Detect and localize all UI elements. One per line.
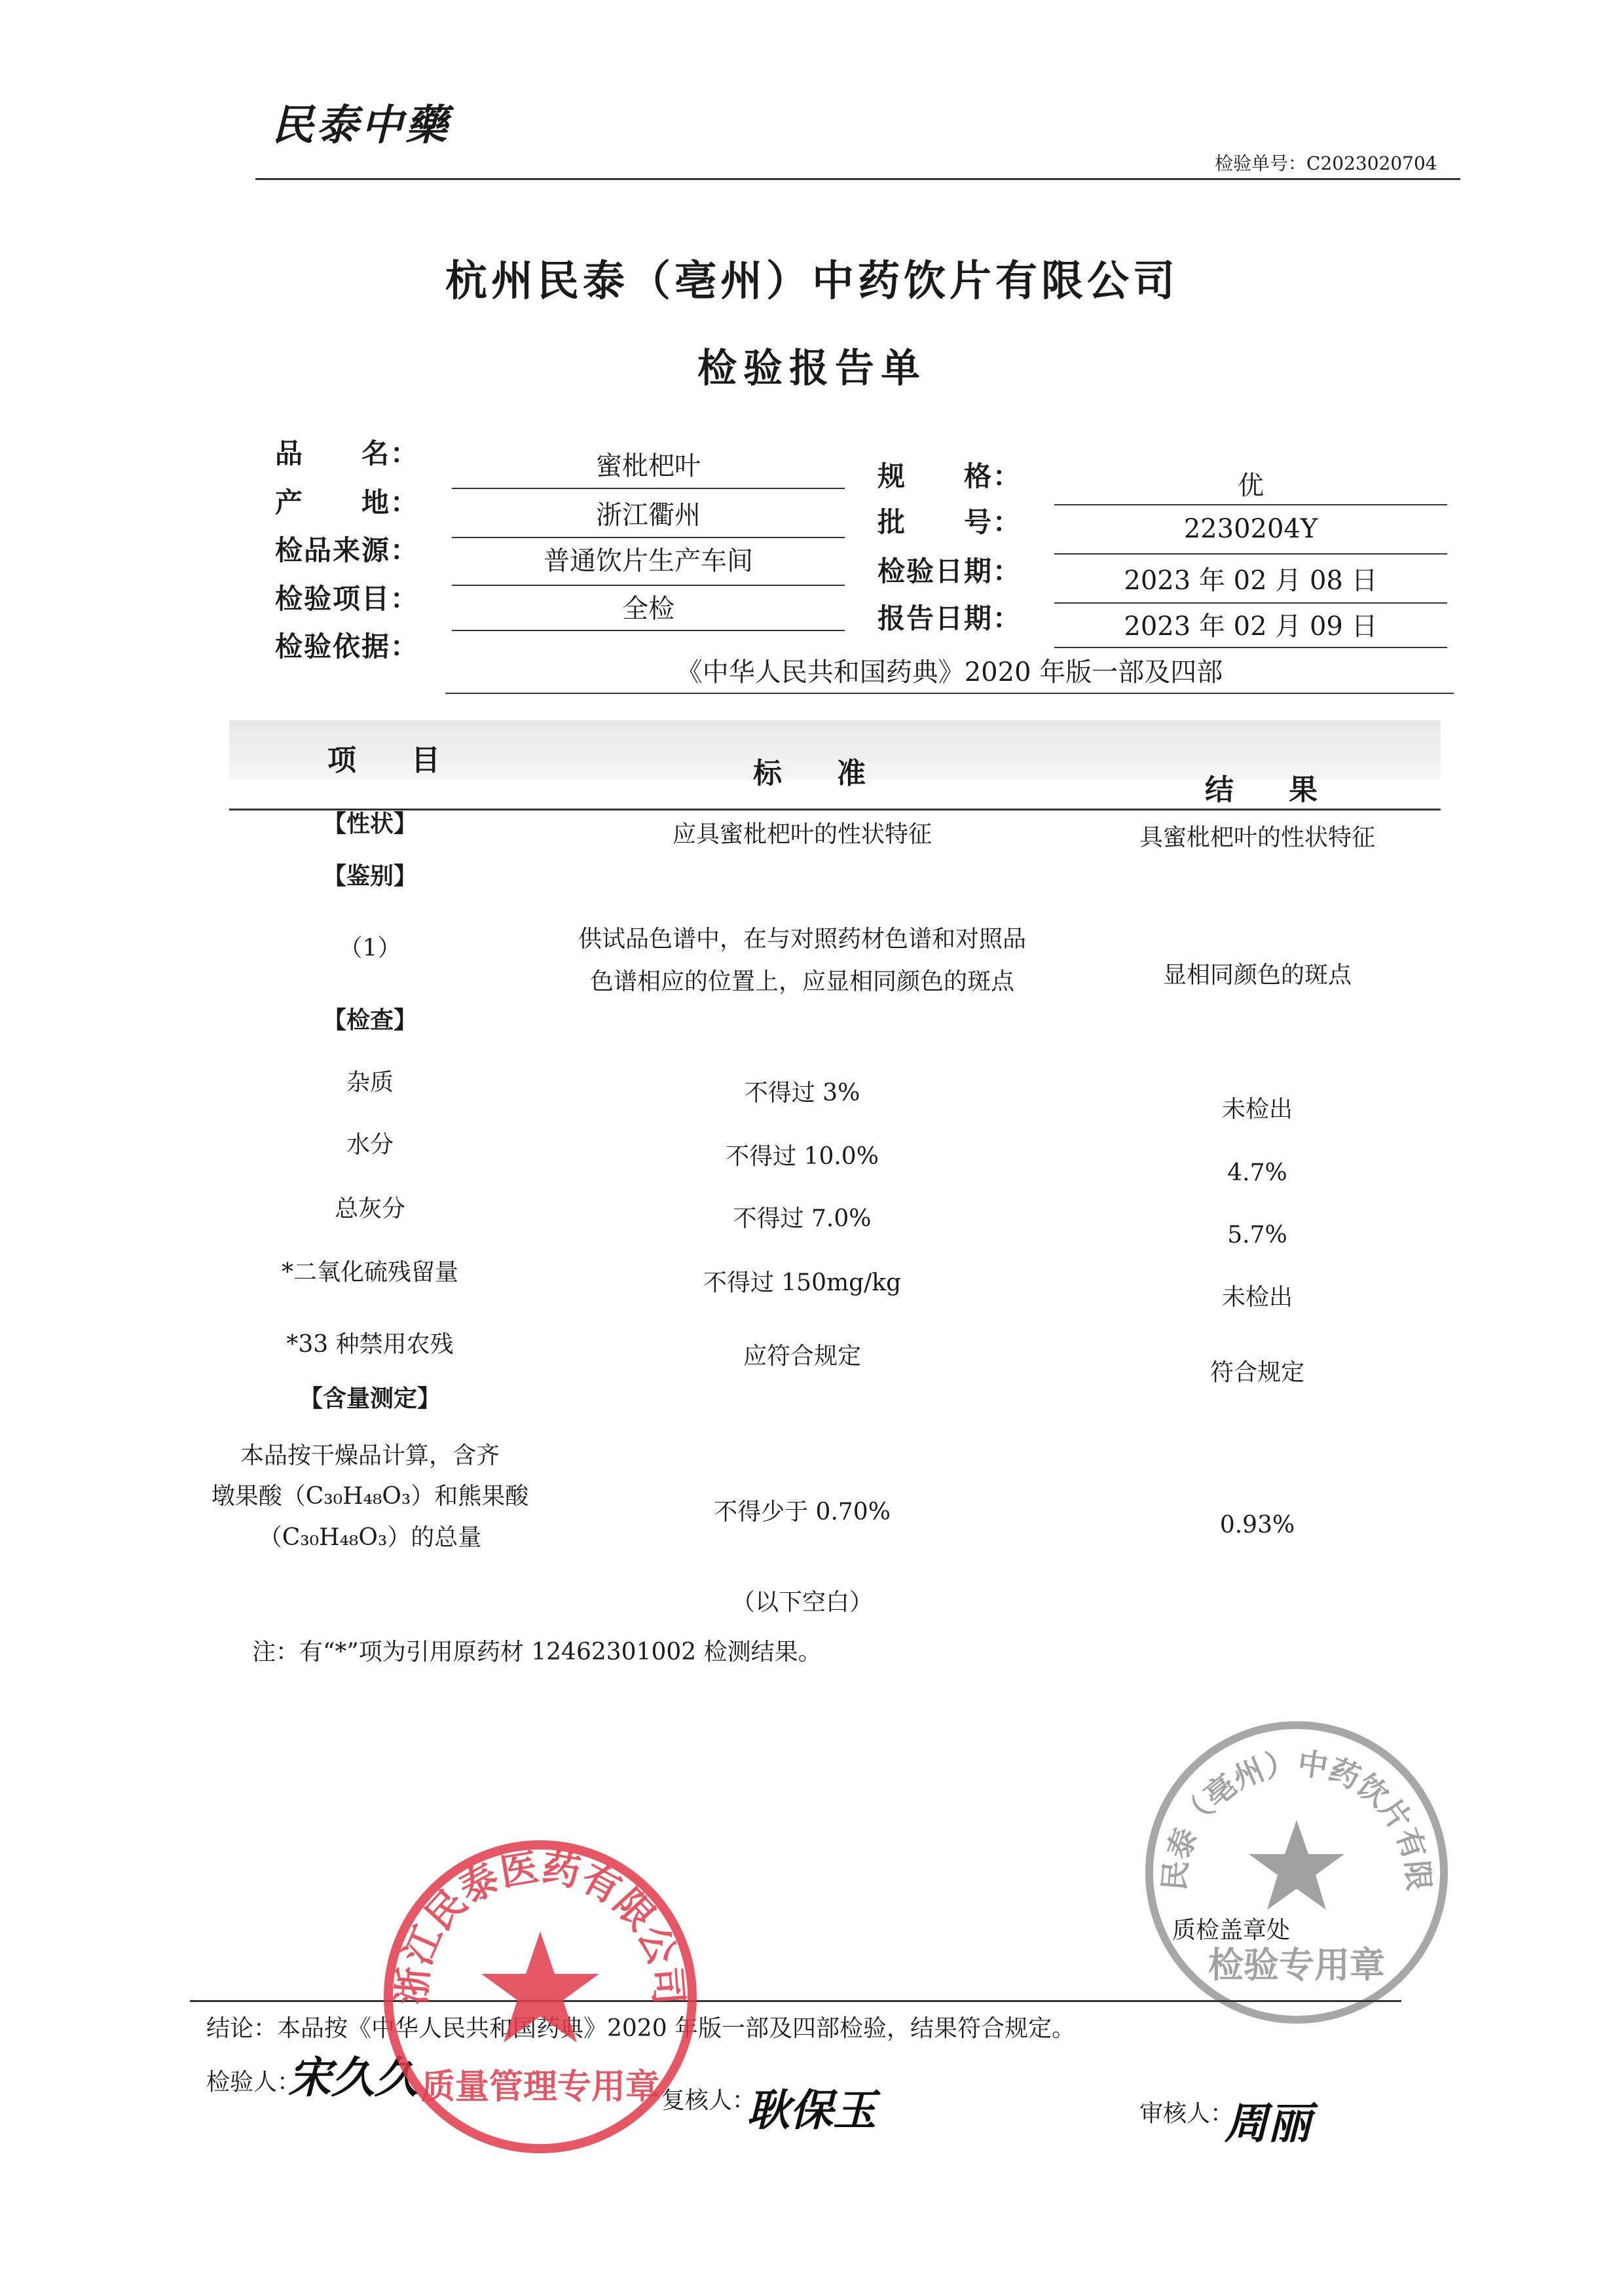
inspection-item: 水分 [346, 1131, 394, 1158]
report-number-value: C2023020704 [1306, 153, 1437, 174]
category-identification: 【鉴别】 [322, 862, 417, 890]
inspection-seal-graphic [1139, 1715, 1454, 2030]
inspection-seal [1139, 1715, 1454, 2030]
inspection-standard: 应符合规定 [743, 1343, 861, 1370]
approver-label: 审核人： [1139, 2100, 1234, 2127]
character-standard: 应具蜜枇杷叶的性状特征 [672, 821, 932, 848]
quality-seal [377, 1833, 704, 2160]
reviewer-label: 复核人： [661, 2087, 756, 2114]
character-result: 具蜜枇杷叶的性状特征 [1139, 824, 1375, 851]
inspection-standard: 不得过 7.0% [733, 1205, 872, 1232]
test-date-value: 2023 年 02 月 08 日 [1124, 566, 1378, 596]
spec-underline [1054, 504, 1447, 505]
spec-label: 规 格： [877, 460, 1022, 492]
name-value: 蜜枇杷叶 [596, 451, 701, 481]
test-date-underline [1054, 602, 1447, 604]
batch-underline [1054, 553, 1447, 555]
ident-item: （1） [339, 935, 401, 962]
ident-standard-line2: 色谱相应的位置上，应显相同颜色的斑点 [589, 968, 1014, 995]
seal-placement-note: 质检盖章处 [1172, 1917, 1291, 1944]
inspection-item: 杂质 [346, 1069, 394, 1096]
footnote: 注：有“*”项为引用原药材 12462301002 检测结果。 [252, 1639, 822, 1666]
col-header-standard: 标 准 [753, 757, 879, 790]
inspector-signature: 宋久久 [288, 2052, 418, 2103]
batch-value: 2230204Y [1183, 514, 1318, 544]
header-divider [255, 178, 1460, 180]
inspection-result: 未检出 [1221, 1096, 1293, 1123]
category-assay: 【含量测定】 [299, 1385, 441, 1412]
item-label: 检验项目： [275, 583, 420, 615]
basis-label: 检验依据： [275, 630, 420, 663]
source-value: 普通饮片生产车间 [544, 546, 753, 576]
assay-result: 0.93% [1219, 1512, 1295, 1539]
conclusion: 结论：本品按《中华人民共和国药典》2020 年版一部及四部检验，结果符合规定。 [206, 2015, 1076, 2042]
blank-note: （以下空白） [731, 1589, 873, 1616]
report-number-label: 检验单号： [1215, 153, 1307, 174]
assay-standard: 不得少于 0.70% [714, 1499, 891, 1525]
col-header-item: 项 目 [327, 744, 453, 777]
assay-item-line2: 墩果酸（C₃₀H₄₈O₃）和熊果酸 [211, 1483, 529, 1510]
inspection-item: *33 种禁用农残 [286, 1331, 454, 1358]
ident-standard-line1: 供试品色谱中，在与对照药材色谱和对照品 [578, 926, 1026, 953]
brand-logo: 民泰中藥 [272, 101, 450, 150]
red-seal-text: 浙江民泰医药有限公司 [389, 1844, 692, 2007]
inspection-result: 未检出 [1221, 1284, 1293, 1311]
report-number [1215, 149, 1437, 175]
name-label: 品 名： [275, 437, 420, 469]
document-title: 检验报告单 [697, 346, 927, 392]
spec-value: 优 [1238, 471, 1264, 501]
ident-result: 显相同颜色的斑点 [1162, 962, 1352, 989]
origin-underline [452, 537, 845, 538]
inspection-result: 符合规定 [1209, 1359, 1304, 1386]
basis-value: 《中华人民共和国药典》2020 年版一部及四部 [676, 657, 1223, 687]
approver-signature: 周丽 [1225, 2098, 1311, 2149]
item-value: 全检 [622, 594, 674, 624]
assay-item-line1: 本品按干燥品计算，含齐 [240, 1442, 500, 1469]
inspection-result: 5.7% [1227, 1222, 1287, 1248]
quality-seal-graphic [377, 1833, 704, 2160]
inspection-item: 总灰分 [334, 1195, 405, 1222]
conclusion-divider [190, 2000, 1401, 2002]
inspection-item: *二氧化硫残留量 [281, 1259, 458, 1286]
batch-label: 批 号： [877, 506, 1022, 538]
source-label: 检品来源： [275, 534, 420, 566]
col-header-result: 结 果 [1205, 773, 1331, 807]
grey-seal-text: 民泰（亳州）中药饮片有限 [1156, 1745, 1437, 1892]
basis-underline [445, 693, 1454, 694]
name-underline [452, 488, 845, 489]
report-date-value: 2023 年 02 月 09 日 [1124, 611, 1378, 642]
test-date-label: 检验日期： [877, 555, 1022, 587]
reviewer-signature: 耿保玉 [747, 2085, 876, 2136]
inspection-standard: 不得过 3% [744, 1080, 860, 1106]
report-date-label: 报告日期： [877, 602, 1022, 634]
inspection-result: 4.7% [1227, 1159, 1287, 1186]
category-character: 【性状】 [322, 810, 417, 837]
inspector-label: 检验人： [206, 2069, 301, 2096]
assay-item-line3: （C₃₀H₄₈O₃）的总量 [258, 1524, 482, 1551]
report-date-underline [1054, 647, 1447, 648]
origin-label: 产 地： [275, 486, 420, 519]
source-underline [452, 585, 845, 586]
item-underline [452, 630, 845, 631]
grey-seal-sub: 检验专用章 [1208, 1944, 1385, 1986]
origin-value: 浙江衢州 [596, 500, 701, 530]
inspection-standard: 不得过 150mg/kg [703, 1269, 902, 1296]
inspection-standard: 不得过 10.0% [726, 1143, 879, 1170]
company-name: 杭州民泰（亳州）中药饮片有限公司 [445, 257, 1179, 306]
category-inspection: 【检查】 [322, 1006, 417, 1034]
red-seal-sub: 质量管理专用章 [420, 2067, 660, 2107]
